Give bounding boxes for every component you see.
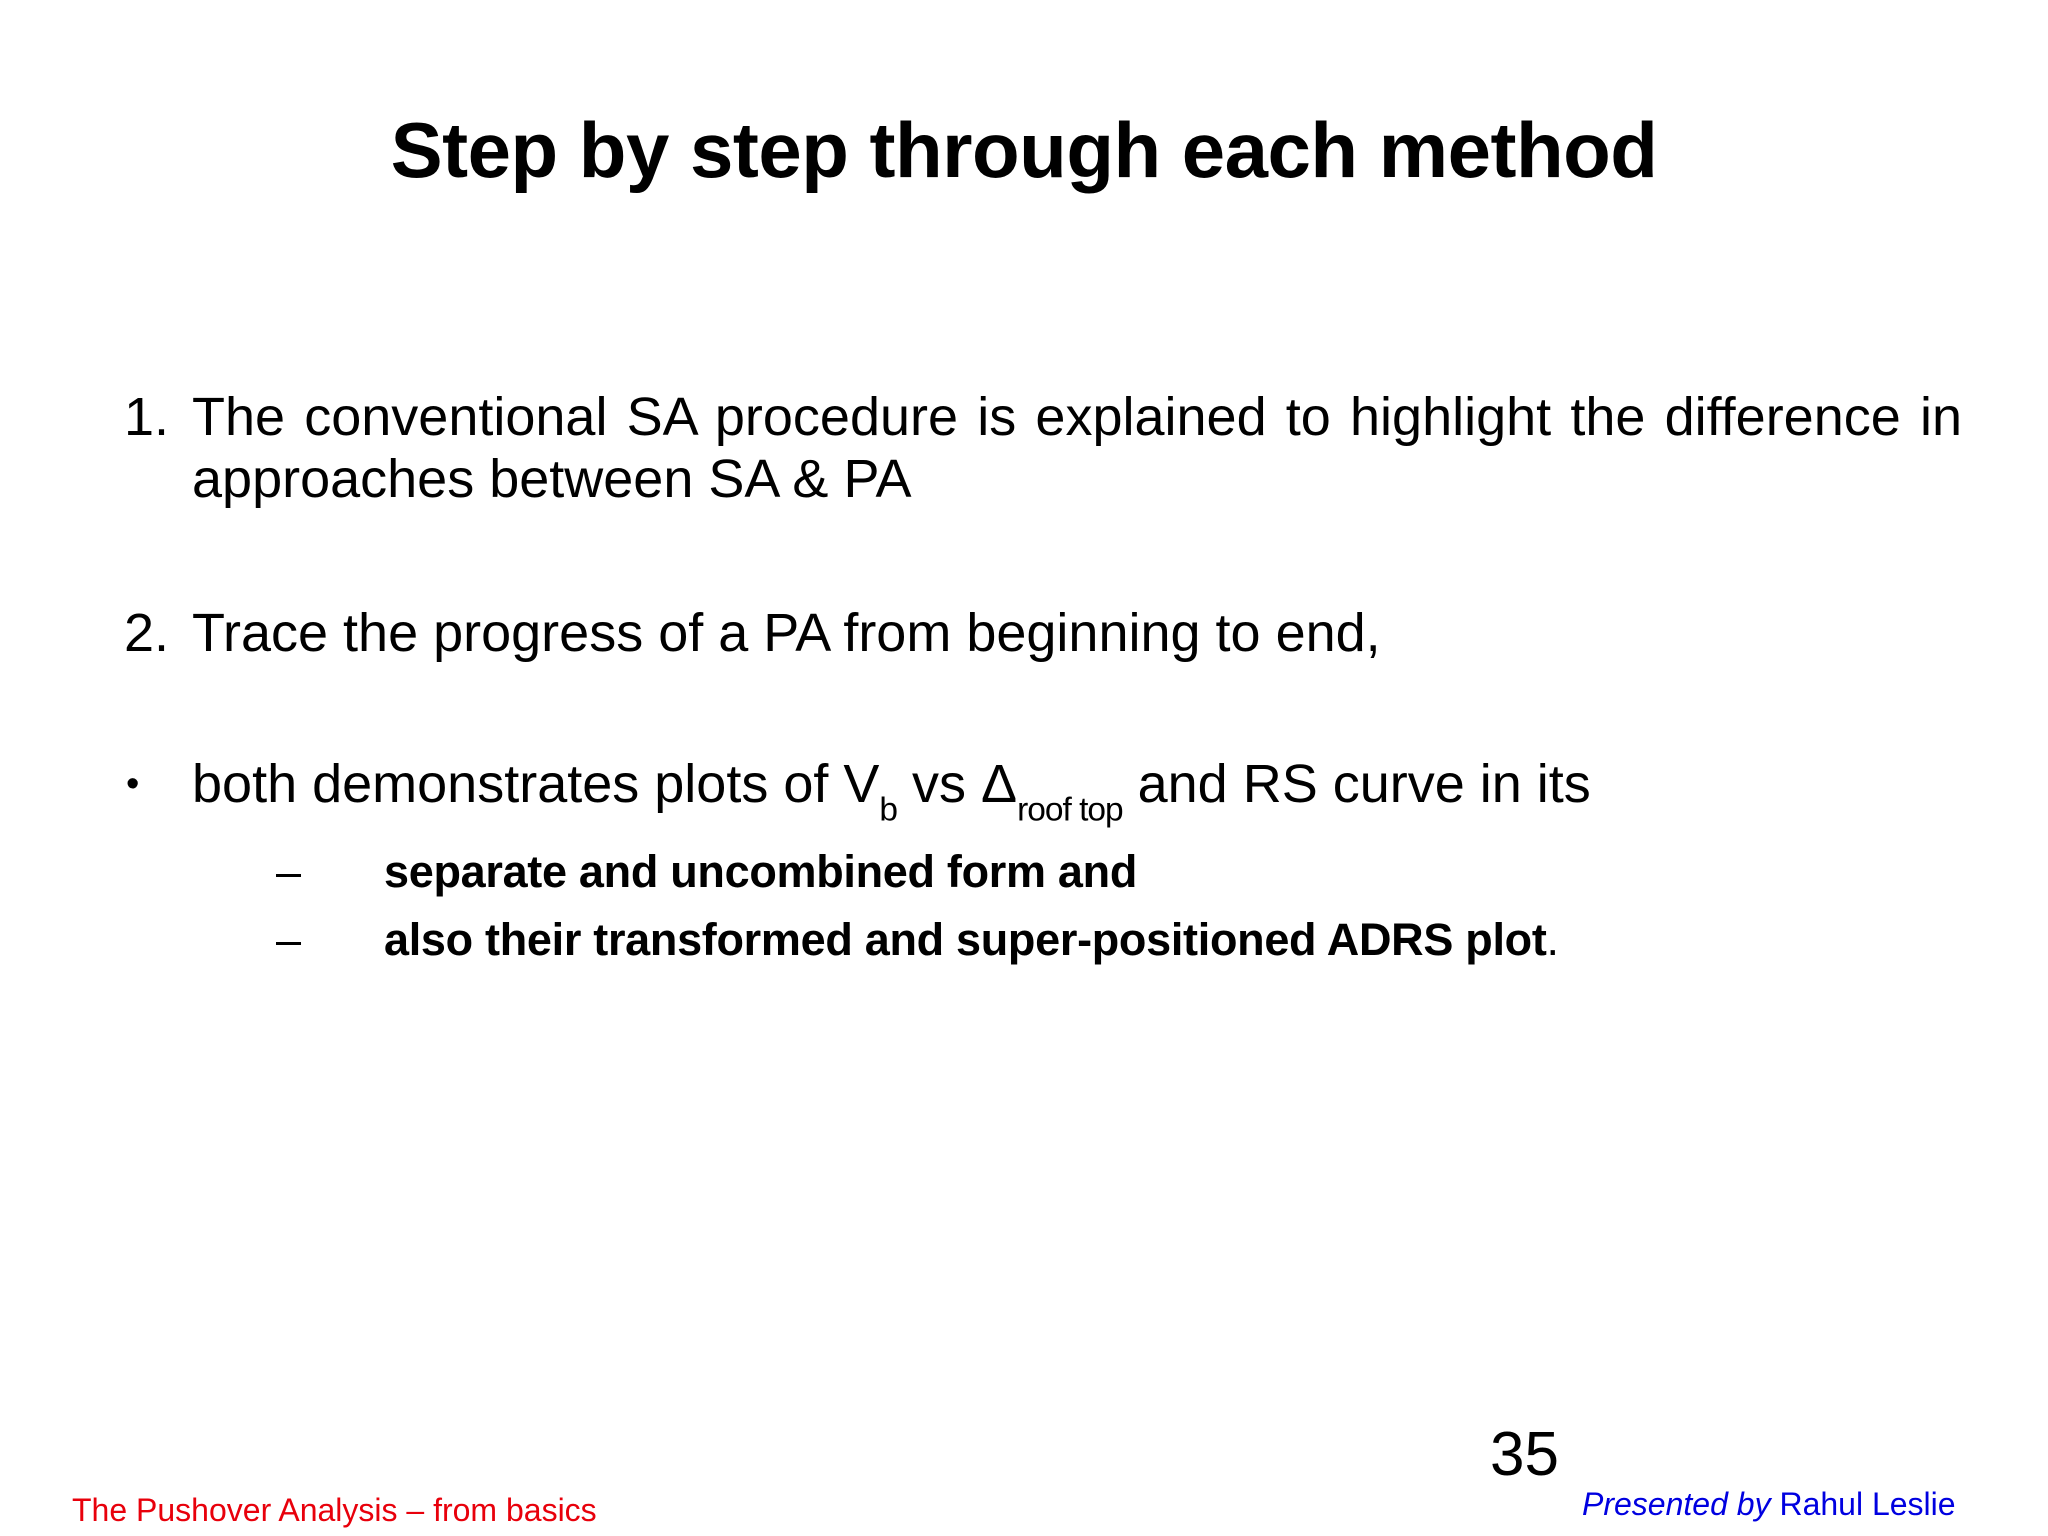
- presenter-name: Rahul Leslie: [1770, 1486, 1956, 1522]
- presented-by-label: Presented by: [1582, 1486, 1771, 1522]
- sub-item-text: [384, 838, 1137, 906]
- dash-icon: –: [276, 846, 301, 897]
- numbered-item-2: [124, 602, 1962, 664]
- sub-item-suffix: .: [1546, 914, 1559, 965]
- bullet-text-before: both demonstrates plots of V: [192, 754, 880, 814]
- item-text: Trace the progress of a PA from beginning to end,: [192, 603, 1381, 663]
- footer-presentation-title: The Pushover Analysis – from basics: [72, 1492, 597, 1528]
- item-text: The conventional SA procedure is explained to highlight the difference in approaches between SA & PA: [192, 387, 1962, 509]
- sub-item-label: also their transformed and super-positioned ADRS plot: [384, 914, 1547, 965]
- page-number: 35: [1490, 1420, 1559, 1489]
- bullet-text-middle: vs Δ: [897, 754, 1018, 814]
- sub-item-label: separate and uncombined form and: [384, 846, 1138, 897]
- slide-title: Step by step through each method: [390, 106, 1658, 194]
- bullet-item: [124, 753, 1591, 829]
- bullet-icon: •: [126, 763, 140, 805]
- bullet-text-after: and RS curve in its: [1122, 754, 1591, 814]
- sub-list: [276, 838, 1559, 974]
- dash-icon: –: [276, 914, 301, 965]
- footer-presenter: [1582, 1484, 1956, 1524]
- sub-item-text: [384, 906, 1559, 974]
- numbered-item-1: [124, 386, 1962, 510]
- subscript-roof-top: roof top: [1017, 791, 1123, 829]
- sub-item-2: [276, 906, 1559, 974]
- bullet-text: [192, 753, 1591, 829]
- item-number: 2.: [124, 603, 170, 663]
- sub-item-1: [276, 838, 1559, 906]
- item-number: 1.: [124, 387, 170, 447]
- subscript-b: b: [879, 791, 898, 829]
